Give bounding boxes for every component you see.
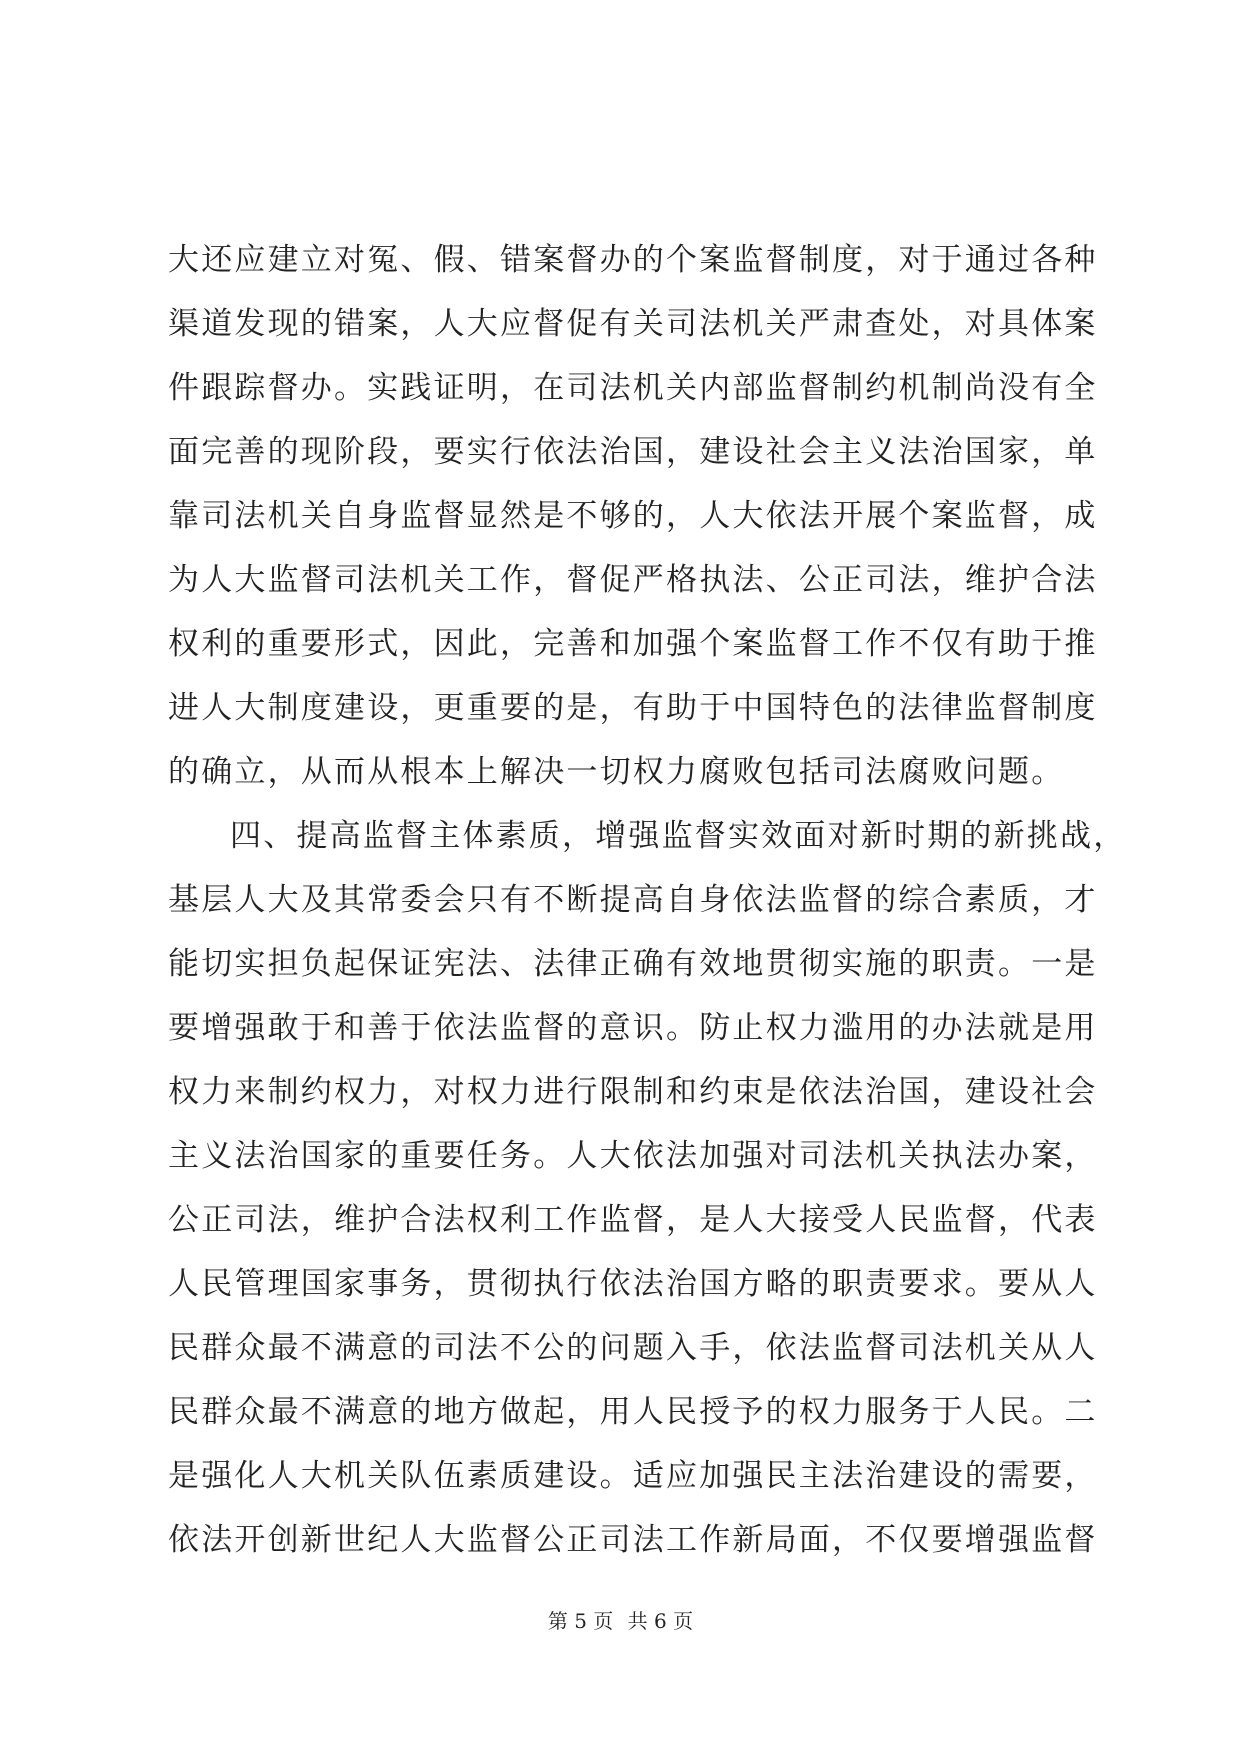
page-total: 共 6 页 — [627, 1609, 694, 1633]
text-line: 为人大监督司法机关工作，督促严格执法、公正司法，维护合法 — [168, 562, 1098, 598]
text-line: 主义法治国家的重要任务。人大依法加强对司法机关执法办案， — [168, 1138, 1098, 1174]
text-line: 渠道发现的错案，人大应督促有关司法机关严肃查处，对具体案 — [168, 306, 1098, 342]
page-footer — [0, 1605, 1241, 1634]
text-line: 要增强敢于和善于依法监督的意识。防止权力滥用的办法就是用 — [168, 1010, 1098, 1046]
text-line: 的确立，从而从根本上解决一切权力腐败包括司法腐败问题。 — [168, 754, 1065, 790]
text-line: 人民管理国家事务，贯彻执行依法治国方略的职责要求。要从人 — [168, 1266, 1098, 1302]
text-line: 是强化人大机关队伍素质建设。适应加强民主法治建设的需要， — [168, 1458, 1098, 1494]
text-line: 能切实担负起保证宪法、法律正确有效地贯彻实施的职责。一是 — [168, 946, 1098, 982]
section-heading-line: 四、提高监督主体素质，增强监督实效面对新时期的新挑战， — [230, 818, 1127, 854]
text-line: 面完善的现阶段，要实行依法治国，建设社会主义法治国家，单 — [168, 434, 1098, 470]
text-line: 大还应建立对冤、假、错案督办的个案监督制度，对于通过各种 — [168, 242, 1098, 278]
text-line: 民群众最不满意的地方做起，用人民授予的权力服务于人民。二 — [168, 1394, 1098, 1430]
text-line: 公正司法，维护合法权利工作监督，是人大接受人民监督，代表 — [168, 1202, 1098, 1238]
body-text — [168, 228, 1127, 1572]
text-line: 进人大制度建设，更重要的是，有助于中国特色的法律监督制度 — [168, 690, 1098, 726]
text-line: 权利的重要形式，因此，完善和加强个案监督工作不仅有助于推 — [168, 626, 1098, 662]
text-line: 依法开创新世纪人大监督公正司法工作新局面，不仅要增强监督 — [168, 1522, 1098, 1558]
page-number: 第 5 页 — [547, 1609, 614, 1633]
text-line: 民群众最不满意的司法不公的问题入手，依法监督司法机关从人 — [168, 1330, 1098, 1366]
text-line: 基层人大及其常委会只有不断提高自身依法监督的综合素质，才 — [168, 882, 1098, 918]
text-line: 靠司法机关自身监督显然是不够的，人大依法开展个案监督，成 — [168, 498, 1098, 534]
text-line: 权力来制约权力，对权力进行限制和约束是依法治国，建设社会 — [168, 1074, 1098, 1110]
text-line: 件跟踪督办。实践证明，在司法机关内部监督制约机制尚没有全 — [168, 370, 1098, 406]
